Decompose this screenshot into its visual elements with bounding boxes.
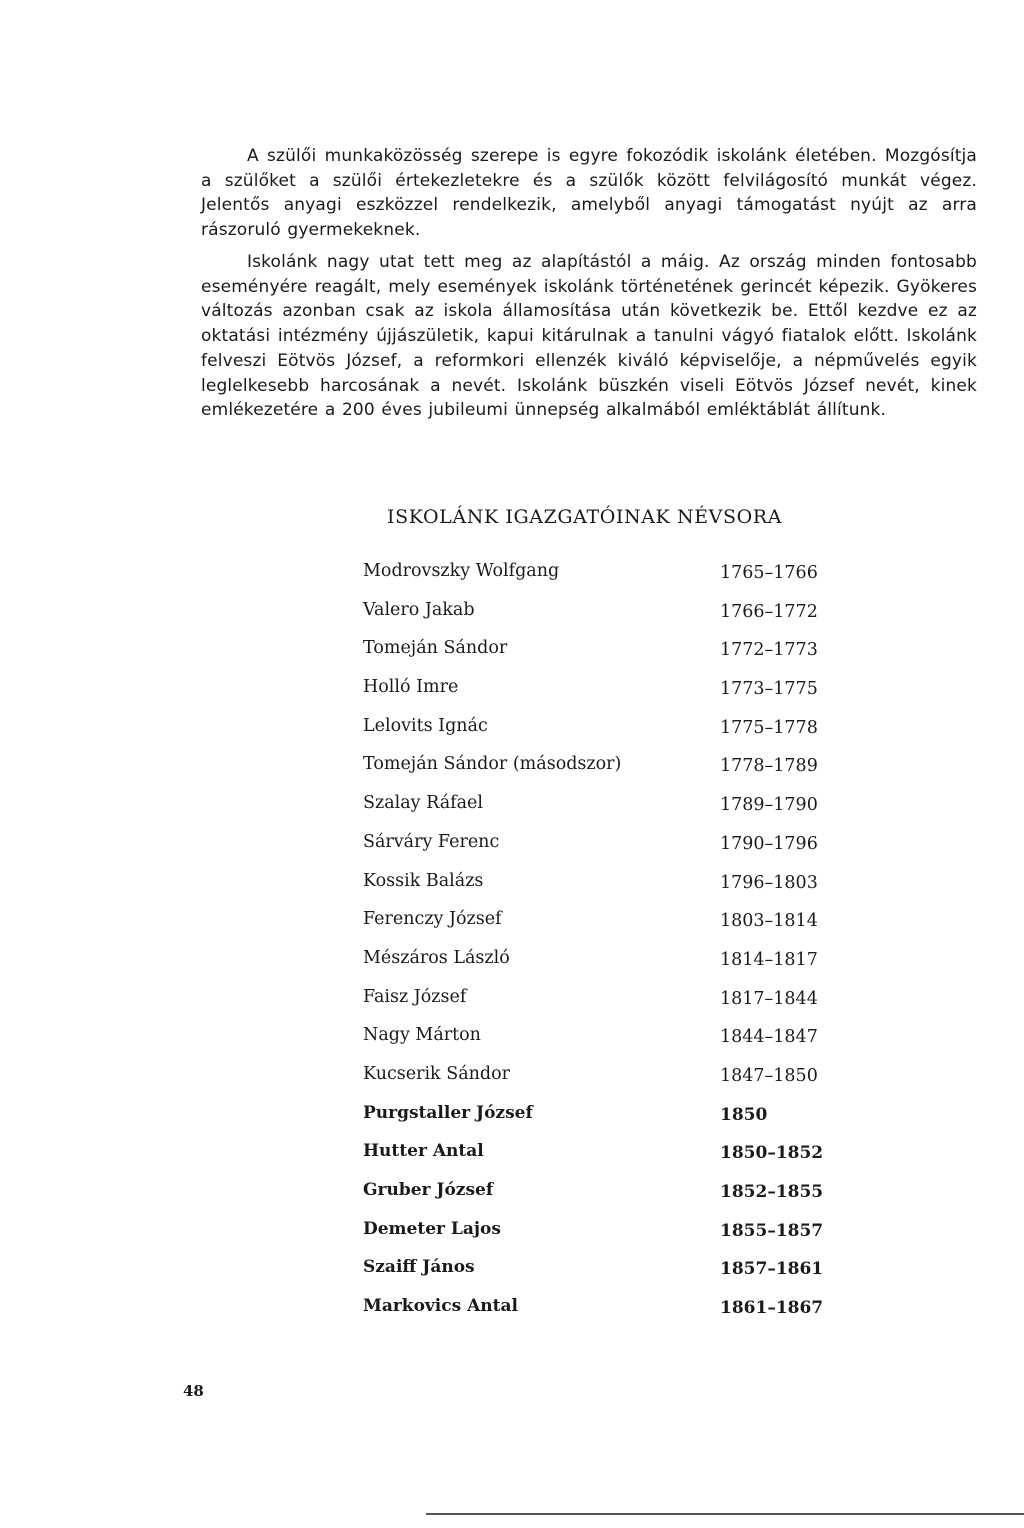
director-name: Kucserik Sándor (363, 1063, 511, 1084)
director-years: 1852–1855 (720, 1182, 824, 1202)
paragraph-parents-association: A szülői munkaközösség szerepe is egyre fokozódik iskolánk életében. Mozgósítja a szülőket a szülői értekezletekre és a szülők között felvilágosító munkát végez. Jelentős anyagi eszközzel rendelkezik, amelyből anyagi támogatást nyújt az arra rászoruló gyermekeknek. (201, 146, 977, 241)
director-row (363, 984, 843, 1023)
director-years: 1775–1778 (720, 717, 818, 738)
director-years: 1803–1814 (720, 911, 818, 932)
director-name: Modrovszky Wolfgang (363, 561, 560, 581)
director-name: Mészáros László (363, 947, 510, 968)
director-years: 1857–1861 (720, 1259, 824, 1280)
director-row (363, 674, 843, 713)
director-name: Tomeján Sándor (363, 638, 508, 659)
director-name: Sárváry Ferenc (363, 831, 500, 852)
director-years: 1796–1803 (720, 872, 818, 893)
director-years: 1850 (720, 1104, 768, 1125)
director-row (363, 635, 843, 674)
directors-list-title: ISKOLÁNK IGAZGATÓINAK NÉVSORA (387, 506, 783, 528)
director-name: Szalay Ráfael (363, 793, 483, 814)
director-name: Szaiff János (363, 1257, 475, 1278)
director-name: Faisz József (363, 986, 467, 1007)
director-row (363, 906, 843, 945)
director-years: 1790–1796 (720, 833, 818, 854)
director-years: 1850–1852 (720, 1143, 824, 1164)
director-row (363, 1061, 843, 1100)
footer-rule (426, 1513, 1024, 1515)
director-name: Holló Imre (363, 677, 459, 698)
director-name: Ferenczy József (363, 909, 502, 930)
director-row (363, 1216, 843, 1255)
director-name: Kossik Balázs (363, 870, 484, 891)
director-name: Nagy Márton (363, 1025, 481, 1046)
director-row (363, 829, 843, 868)
director-row (363, 1254, 843, 1293)
director-name: Purgstaller József (363, 1102, 533, 1123)
director-name: Valero Jakab (363, 599, 475, 620)
director-years: 1765–1766 (720, 563, 818, 583)
director-name: Tomeján Sándor (másodszor) (363, 754, 622, 775)
page-number: 48 (183, 1382, 204, 1400)
director-years: 1789–1790 (720, 795, 818, 816)
director-name: Lelovits Ignác (363, 715, 488, 736)
director-row (363, 868, 843, 907)
director-years: 1814–1817 (720, 949, 818, 970)
director-name: Hutter Antal (363, 1141, 484, 1162)
director-row (363, 1100, 843, 1139)
director-years: 1778–1789 (720, 756, 818, 777)
director-row (363, 751, 843, 790)
director-years: 1773–1775 (720, 679, 818, 700)
director-name: Gruber József (363, 1180, 494, 1200)
director-row (363, 1138, 843, 1177)
director-row (363, 790, 843, 829)
director-years: 1817–1844 (720, 988, 818, 1009)
director-row (363, 558, 843, 597)
director-years: 1766–1772 (720, 601, 818, 622)
director-row (363, 1293, 843, 1332)
director-years: 1847–1850 (720, 1065, 818, 1086)
director-row (363, 1022, 843, 1061)
director-row (363, 1177, 843, 1216)
director-name: Demeter Lajos (363, 1218, 501, 1239)
director-years: 1772–1773 (720, 640, 818, 661)
director-years: 1844–1847 (720, 1027, 818, 1048)
director-name: Markovics Antal (363, 1296, 518, 1317)
director-years: 1861–1867 (720, 1298, 824, 1319)
director-row (363, 945, 843, 984)
director-years: 1855–1857 (720, 1220, 824, 1241)
paragraph-school-history: Iskolánk nagy utat tett meg az alapítástól a máig. Az ország minden fontosabb eseményére reagált, mely események iskolánk történetének gerincét képezik. Gyökeres változás azonban csak az iskola államosítása után következik be. Ettől kezdve ez az oktatási intézmény újjászületik, kapui kitárulnak a tanulni vágyó fiatalok előtt. Iskolánk felveszi Eötvös József, a reformkori ellenzék kiváló képviselője, a népművelés egyik leglelkesebb harcosának a nevét. Iskolánk büszkén viseli Eötvös József nevét, kinek emlékezetére a 200 éves jubileumi ünnepség alkalmából emléktáblát állítunk. (201, 252, 977, 421)
director-row (363, 597, 843, 636)
directors-list (363, 558, 843, 1332)
director-row (363, 713, 843, 752)
